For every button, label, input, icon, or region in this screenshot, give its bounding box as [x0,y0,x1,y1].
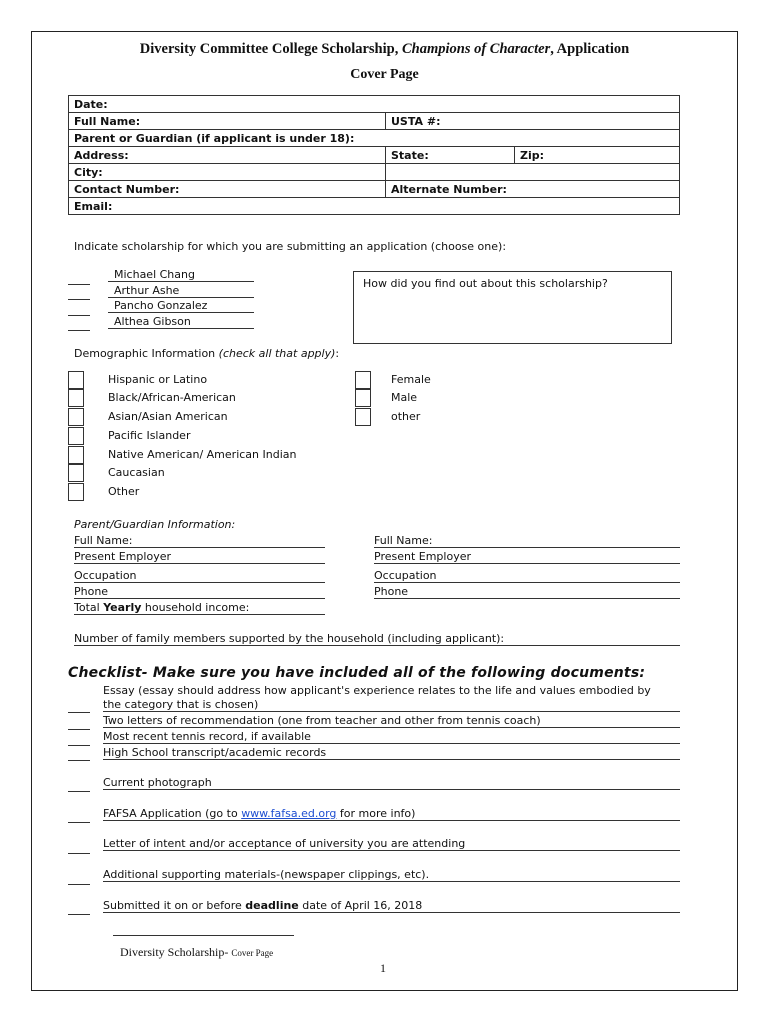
checklist-blank[interactable] [68,745,90,746]
household-income[interactable]: Total Yearly household income: [74,601,325,615]
date-field[interactable]: Date: [69,96,680,113]
intent-item: Letter of intent and/or acceptance of university you are attending [103,837,680,851]
state-field[interactable]: State: [386,147,515,164]
scholarship-option[interactable]: Arthur Ashe [108,284,254,298]
how-found-box[interactable] [353,271,672,344]
parent2-phone[interactable]: Phone [374,585,680,599]
transcript-item: High School transcript/academic records [103,746,680,760]
scholarship-option[interactable]: Althea Gibson [108,315,254,329]
usta-field[interactable]: USTA #: [386,113,680,130]
demographic-prompt: Demographic Information (check all that apply): [74,347,340,360]
parent2-occupation[interactable]: Occupation [374,569,680,583]
gender-label: Female [391,373,431,386]
checklist-blank[interactable] [68,822,90,823]
ethnicity-label: Black/African-American [108,391,236,404]
ethnicity-checkbox[interactable] [68,427,84,445]
footnote-separator [113,935,294,936]
parent1-phone[interactable]: Phone [74,585,325,599]
ethnicity-checkbox[interactable] [68,446,84,464]
scholarship-option[interactable]: Pancho Gonzalez [108,299,254,313]
ethnicity-label: Caucasian [108,466,165,479]
full-name-field[interactable]: Full Name: [69,113,386,130]
ethnicity-checkbox[interactable] [68,389,84,407]
contact-number-field[interactable]: Contact Number: [69,181,386,198]
parent1-occupation[interactable]: Occupation [74,569,325,583]
essay-item-line2: the category that is chosen) [103,698,680,712]
checklist-blank[interactable] [68,884,90,885]
applicant-info-table [68,95,680,215]
ethnicity-label: Native American/ American Indian [108,448,297,461]
page-number: 1 [380,961,386,975]
parent1-employer[interactable]: Present Employer [74,550,325,564]
city-field[interactable]: City: [69,164,386,181]
footer-label: Diversity Scholarship- Cover Page [120,945,274,959]
scholarship-prompt: Indicate scholarship for which you are submitting an application (choose one): [74,240,507,253]
photo-item: Current photograph [103,776,680,790]
parent-info-heading: Parent/Guardian Information: [74,518,236,531]
ethnicity-label: Asian/Asian American [108,410,228,423]
ethnicity-label: Hispanic or Latino [108,373,208,386]
deadline-item: Submitted it on or before deadline date of April 16, 2018 [103,899,680,913]
choice-blank[interactable] [68,330,90,331]
address-field[interactable]: Address: [69,147,386,164]
gender-checkbox[interactable] [355,389,371,407]
fafsa-item: FAFSA Application (go to www.fafsa.ed.org for more info) [103,807,680,821]
parent2-employer[interactable]: Present Employer [374,550,680,564]
checklist-blank[interactable] [68,729,90,730]
family-members-field[interactable]: Number of family members supported by the household (including applicant): [74,632,680,646]
gender-checkbox[interactable] [355,371,371,389]
parent2-full-name[interactable]: Full Name: [374,534,680,548]
ethnicity-checkbox[interactable] [68,408,84,426]
fafsa-link[interactable]: www.fafsa.ed.org [241,807,337,820]
checklist-blank[interactable] [68,712,90,713]
checklist-blank[interactable] [68,791,90,792]
choice-blank[interactable] [68,315,90,316]
parent-guardian-field[interactable]: Parent or Guardian (if applicant is under 18): [69,130,680,147]
checklist-blank[interactable] [68,853,90,854]
alternate-number-field[interactable]: Alternate Number: [386,181,680,198]
ethnicity-label: Other [108,485,140,498]
zip-field[interactable]: Zip: [515,147,680,164]
ethnicity-checkbox[interactable] [68,464,84,482]
ethnicity-checkbox[interactable] [68,371,84,389]
ethnicity-checkbox[interactable] [68,483,84,501]
letters-item: Two letters of recommendation (one from teacher and other from tennis coach) [103,714,680,728]
checklist-blank[interactable] [68,914,90,915]
city-blank [386,164,680,181]
ethnicity-label: Pacific Islander [108,429,191,442]
additional-item: Additional supporting materials-(newspaper clippings, etc). [103,868,680,882]
how-found-prompt: How did you find out about this scholarship? [363,277,608,290]
gender-checkbox[interactable] [355,408,371,426]
tennis-record-item: Most recent tennis record, if available [103,730,680,744]
checklist-title: Checklist- Make sure you have included all of the following documents: [68,665,646,681]
gender-label: Male [391,391,418,404]
choice-blank[interactable] [68,284,90,285]
form-title: Diversity Committee College Scholarship, Champions of Character, Application [139,41,630,57]
checklist-blank[interactable] [68,760,90,761]
essay-item-line1: Essay (essay should address how applicant's experience relates to the life and values embodied by [103,684,651,697]
form-subtitle: Cover Page [350,67,419,82]
scholarship-option[interactable]: Michael Chang [108,268,254,282]
email-field[interactable]: Email: [69,198,680,215]
gender-label: other [391,410,421,423]
choice-blank[interactable] [68,299,90,300]
parent1-full-name[interactable]: Full Name: [74,534,325,548]
